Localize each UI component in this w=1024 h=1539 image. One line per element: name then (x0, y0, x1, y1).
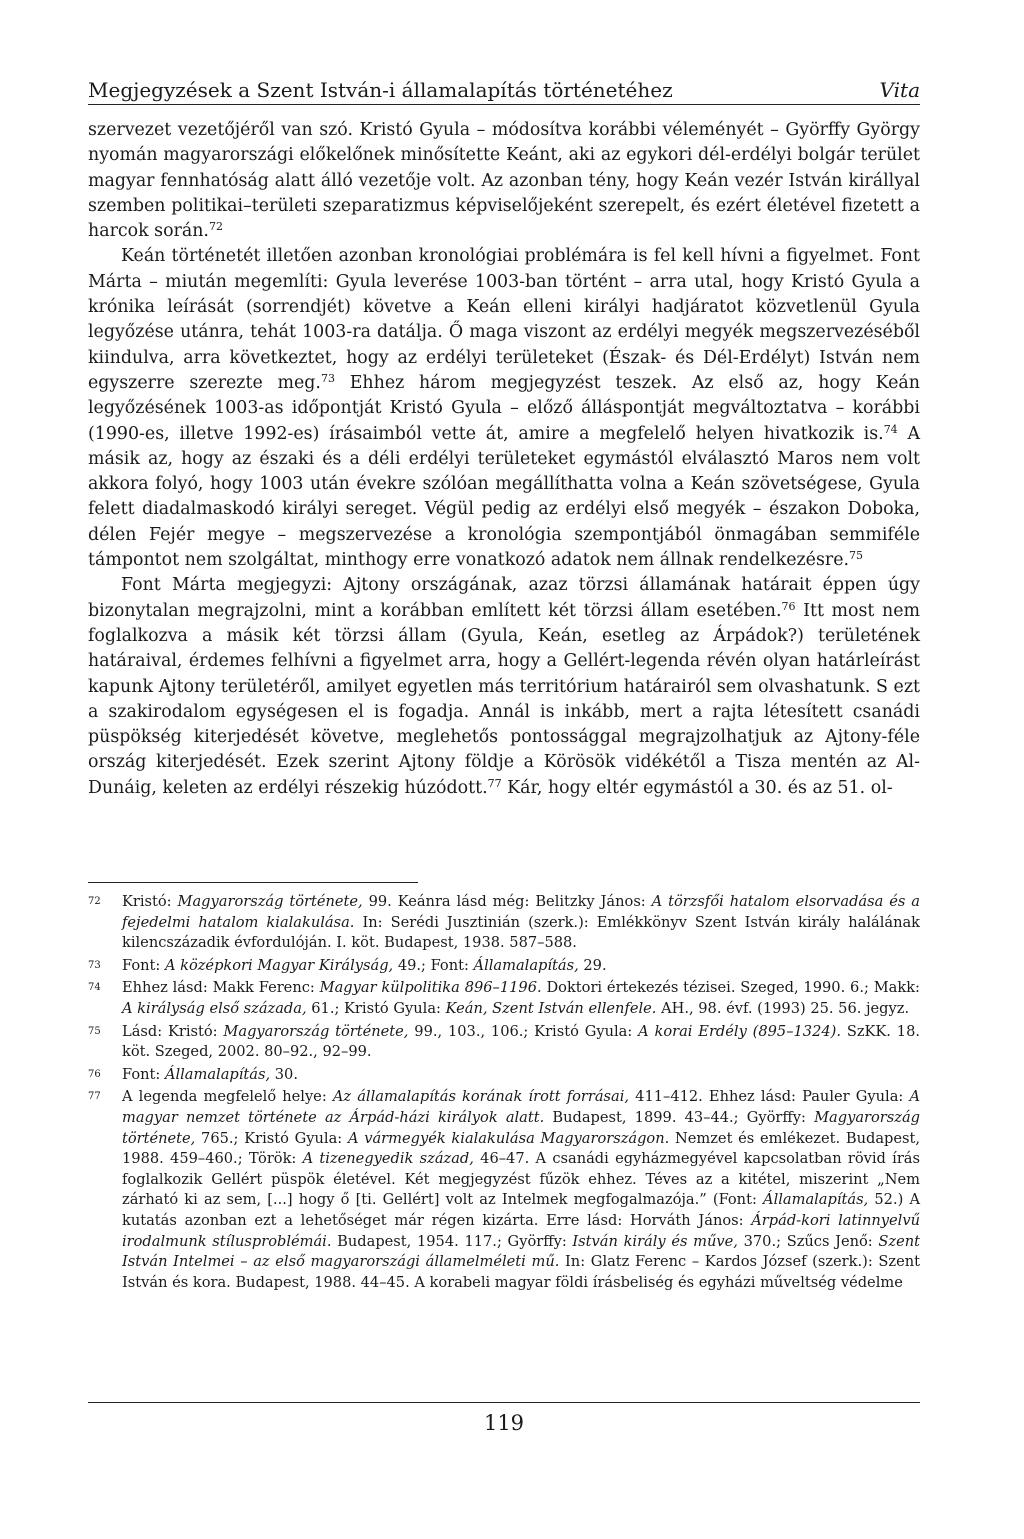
footnote-number: 76 (88, 1068, 101, 1080)
footnote-text: Kristó: Magyarország története, 99. Keánra lásd még: Belitzky János: A törzsfői hatalom elsorvadása és a fejedelmi hatalom kialakulása. In: Serédi Jusztinián (szerk.): Emlékkönyv Szent István király halálának kilencszázadik évfordulóján. I. köt. Budapest, 1938. 587–588. (122, 893, 921, 952)
header-section: Vita (879, 78, 920, 102)
footnote-ref: 72 (208, 220, 223, 234)
document-page (88, 0, 920, 1539)
footnote-72 (88, 892, 920, 954)
footer-rule (88, 1402, 920, 1403)
footnote-text: Font: A középkori Magyar Királyság, 49.; Font: Államalapítás, 29. (122, 956, 607, 974)
footnote-ref: 74 (883, 422, 898, 436)
footnote-74 (88, 978, 920, 1019)
running-header (88, 72, 920, 102)
footnote-73 (88, 956, 920, 977)
footnote-75 (88, 1022, 920, 1063)
header-title: Megjegyzések a Szent István-i államalapítás történetéhez (88, 78, 673, 102)
footnote-separator (88, 882, 418, 883)
footnote-ref: 77 (487, 776, 502, 790)
footnote-text: Ehhez lásd: Makk Ferenc: Magyar külpolitika 896–1196. Doktori értekezés tézisei. Szeged, 1990. 6.; Makk: A királyság első százada, 61.; Kristó Gyula: Keán, Szent István ellenfele. AH., 98. évf. (1993) 25. 56. jegyz. (122, 979, 920, 1017)
footnote-number: 74 (88, 982, 101, 994)
footnote-number: 75 (88, 1025, 101, 1037)
footnote-ref: 73 (320, 371, 335, 385)
paragraph: Font Márta megjegyzi: Ajtony országának, azaz törzsi államának határait éppen úgy bizonytalan megrajzolni, mint a korábban említett két törzsi állam esetében.$^{76}$ Itt most nem foglalkozva a másik két törzsi állam (Gyula, Keán, esetleg az Árpádok?) területének határaival, érdemes felhívni a figyelmet arra, hogy a Gellért-legenda révén olyan határleírást kapunk Ajtony területéről, amilyet egyetlen más territórium határairól sem olvashatunk. S ezt a szakirodalom egységesen el is fogadja. Annál is inkább, mert a rajta létesített csanádi püspökség kiterjedését követve, meglehetős pontossággal megrajzolhatjuk az Ajtony-féle ország kiterjedését. Ezek szerint Ajtony földje a Körösök vidékétől a Tisza mentén az Al-Dunáig, keleten az erdélyi részekig húzódott.$^{77}$ Kár, hogy eltér egymástól a 30. és az 51. ol- (88, 575, 920, 798)
footnote-text: Font: Államalapítás, 30. (122, 1065, 298, 1083)
footnote-77 (88, 1087, 920, 1293)
footnote-ref: 76 (781, 599, 796, 613)
paragraph: Keán történetét illetően azonban kronológiai problémára is fel kell hívni a figyelmet. Font Márta – miután megemlíti: Gyula leverése 1003-ban történt – arra utal, hogy Kristó Gyula a krónika leírását (sorrendjét) követve a Keán elleni királyi hadjáratot közvetlenül Gyula legyőzése utánra, tehát 1003-ra datálja. Ő maga viszont az erdélyi megyék megszervezéséből kiindulva, arra következtet, hogy az erdélyi területeket (Észak- és Dél-Erdélyt) István nem egyszerre szerezte meg.$^{73}$ Ehhez három megjegyzést teszek. Az első az, hogy Keán legyőzésének 1003-as időpontját Kristó Gyula – előző álláspontját megváltoztatva – korábbi (1990-es, illetve 1992-es) írásaimból vette át, amire a megfelelő helyen hivatkozik is.$^{74}$ A másik az, hogy az északi és a déli erdélyi területeket egymástól elválasztó Maros nem volt akkora folyó, hogy 1003 után évekre szólóan megállíthatta volna a Keán szövetségese, Gyula felett diadalmaskodó királyi sereget. Végül pedig az erdélyi első megyék – északon Doboka, délen Fejér megye – megszervezése a kronológia szempontjából önmagában semmiféle támpontot nem szolgáltat, minthogy erre vonatkozó adatok nem állnak rendelkezésre.$^{75}$ (88, 246, 920, 571)
footnote-76 (88, 1065, 920, 1086)
footnote-number: 77 (88, 1091, 101, 1103)
footnotes (88, 892, 920, 1295)
body-text (88, 118, 920, 801)
footnote-ref: 75 (849, 549, 864, 562)
footnote-number: 72 (88, 896, 101, 907)
header-rule (88, 104, 920, 105)
paragraph: szervezet vezetőjéről van szó. Kristó Gyula – módosítva korábbi véleményét – Györffy György nyomán magyarországi előkelőnek minősítette Keánt, aki az egykori dél-erdélyi bolgár terület magyar fennhatóság alatt álló vezetője volt. Az azonban tény, hogy Keán vezér István királlyal szemben politikai–területi szeparatizmus képviselőjeként szerepelt, és ezért életével fizetett a harcok során.$^{72}$ (88, 120, 920, 242)
footnote-text: Lásd: Kristó: Magyarország története, 99., 103., 106.; Kristó Gyula: A korai Erdély (895–1324). SzKK. 18. köt. Szeged, 2002. 80–92., 92–99. (122, 1022, 920, 1061)
footnote-text: A legenda megfelelő helye: Az államalapítás korának írott forrásai, 411–412. Ehhez lásd: Pauler Gyula: A magyar nemzet története az Árpád-házi királyok alatt. Budapest, 1899. 43–44.; Györffy: Magyarország története, 765.; Kristó Gyula: A vármegyék kialakulása Magyarországon. Nemzet és emlékezet. Budapest, 1988. 459–460.; Török: A tizenegyedik század, 46–47. A csanádi egyházmegyével kapcsolatban rövid írás foglalkozik Gellért püspök életével. Két megjegyzést fűzök ehhez. Téves az a kitétel, miszerint „Nem zárható ki az sem, [...] hogy ő [ti. Gellért] volt az Intelmek megfogalmazója.” (Font: Államalapítás, 52.) A kutatás azonban ezt a lehetőséget már régen kizárta. Erre lásd: Horváth János: Árpád-kori latinnyelvű irodalmunk stílusproblémái. Budapest, 1954. 117.; Györffy: István király és műve, 370.; Szűcs Jenő: Szent István Intelmei – az első magyarországi államelméleti mű. In: Glatz Ferenc – Kardos József (szerk.): Szent István és kora. Budapest, 1988. 44–45. A korabeli magyar földi írásbeliség és egyházi műveltség védelme (122, 1088, 920, 1291)
footnote-number: 73 (88, 959, 101, 971)
page-number: 119 (483, 1411, 525, 1435)
